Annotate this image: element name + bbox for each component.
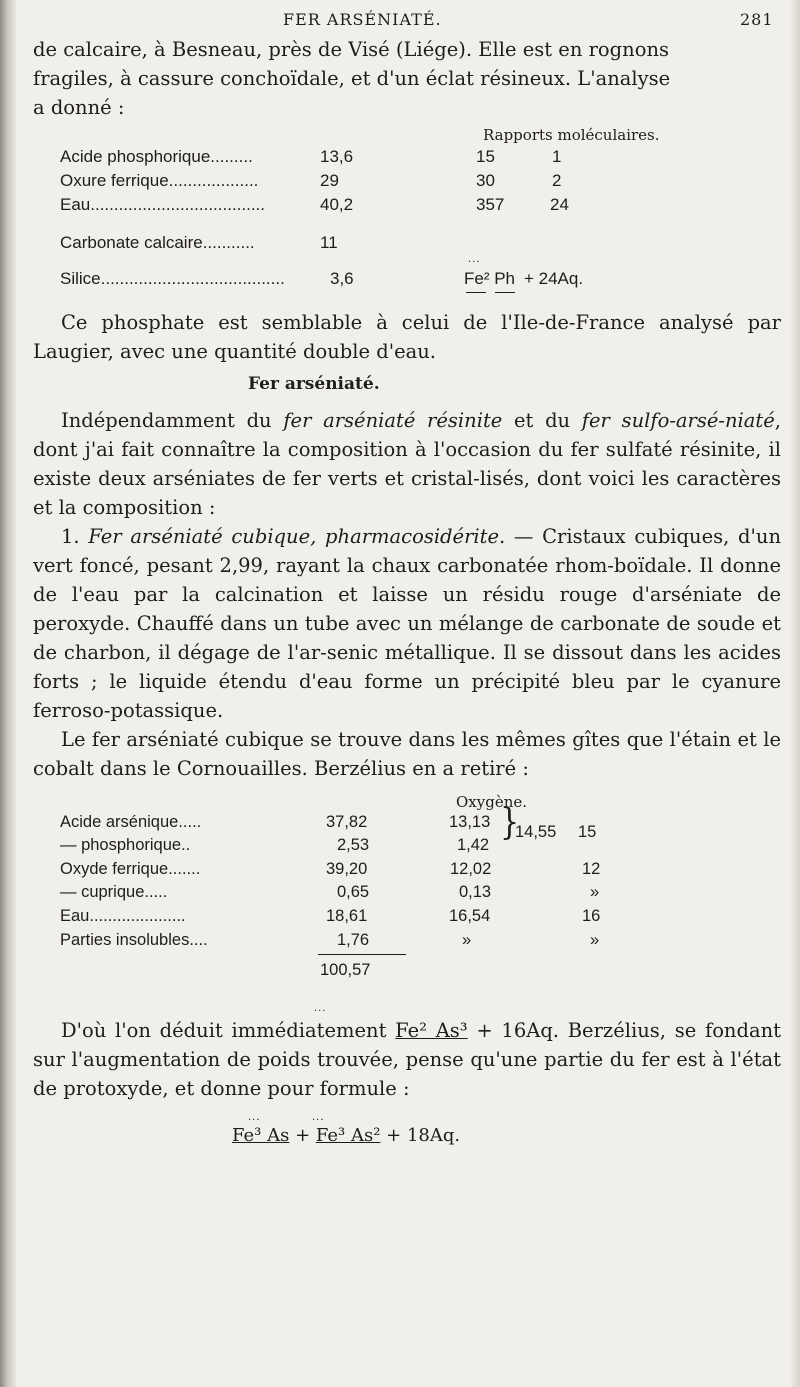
text-run: , dont j'ai fait connaître la composition à l'occasion du fer sulfaté résinite, il existe deux arséniates de fer verts et cristal-lisés, dont voici les caractères et la composition : [33,409,781,519]
table2-total: 100,57 [320,961,371,979]
mineral-title: Fer arséniaté cubique, pharmacosidérite. [88,525,506,548]
table1-row-value: 3,6 [330,269,354,288]
right-brace: } [500,801,520,844]
page-edge [790,0,800,1387]
text-run: D'où l'on déduit immédiatement [61,1019,396,1042]
table2-row-label: Parties insolubles.... [60,931,208,949]
table1-row-value: 29 [320,171,339,190]
paragraph-cornouailles: Le fer arséniaté cubique se trouve dans les mêmes gîtes que l'étain et le cobalt dans le Cornouailles. Berzélius en a retiré : [33,728,781,780]
item-number: 1. [61,525,89,548]
paragraph-berzelius-formula [33,1016,781,1103]
table2-heading: Oxygène. [456,793,528,811]
table2-row-oxygen: 16,54 [449,907,491,925]
table1-row-ratio-1: 15 [476,147,495,166]
table1-heading: Rapports moléculaires. [483,126,660,144]
page-spine-shadow [0,0,16,1387]
intro-line-3: a donné : [33,96,125,119]
page-number: 281 [740,10,774,29]
formula-underline [466,292,486,293]
arsenic-dots-mark: ··· [248,1115,261,1126]
table1-row-ratio-1: 30 [476,171,495,190]
paragraph-laugier: Ce phosphate est semblable à celui de l'Ile-de-France analysé par Laugier, avec une quantité double d'eau. [33,311,781,363]
table2-row-oxygen: 0,13 [459,883,492,901]
table2-row-value: 18,61 [326,907,368,925]
text-run: + 16Aq. Berzélius, se fondant sur l'augmentation de poids trouvée, pense qu'une partie du fer est à l'état de protoxyde, et donne pour formule : [33,1019,781,1100]
paragraph-pharmacosiderite [33,522,781,725]
table2-row-label: Acide arsénique..... [60,813,202,831]
total-rule [318,954,406,955]
table2-row-label: Oxyde ferrique....... [60,860,201,878]
table2-row-ratio: » [590,883,600,901]
table1-row-value: 11 [320,233,338,252]
text-run: — Cristaux cubiques, d'un vert foncé, pesant 2,99, rayant la chaux carbonatée rhom-boïdale. Il donne de l'eau par la calcination et laisse un résidu rouge d'arséniate de peroxyde. Chauffé dans un tube avec un mélange de carbonate de soude et de charbon, il dégage de l'ar-senic métallique. Il se dissout dans les acides forts ; le liquide étendu d'eau forme un précipité bleu par le cyanure ferroso-potassique. [33,525,782,722]
table2-row-value: 1,76 [337,931,370,949]
table2-row-oxygen: 13,13 [449,813,491,831]
inline-formula: Fe² As³ [395,1019,468,1042]
table1-row-label: Silice....................................... [60,269,285,288]
table1-row-value: 40,2 [320,195,354,214]
table2-row-value: 39,20 [326,860,368,878]
table1-formula-suffix: + 24Aq. [524,269,584,288]
final-formula [232,1125,460,1146]
intro-line-2: fragiles, à cassure conchoïdale, et d'un éclat résineux. L'analyse [33,67,671,90]
formula-operator: + [289,1125,316,1146]
intro-line-1: de calcaire, à Besneau, près de Visé (Liége). Elle est en rognons [33,38,670,61]
table1-row-ratio-2: 24 [550,195,569,214]
table1-row-ratio-2: 1 [552,147,562,166]
table1-row-label: Acide phosphorique......... [60,147,253,166]
table1-row-label: Eau..................................... [60,195,266,214]
table2-row-ratio: 12 [582,860,601,878]
mineral-name: fer arséniaté résinite [283,409,503,432]
table2-row-label: — cuprique..... [60,883,168,901]
table2-row-value: 37,82 [326,813,368,831]
formula-term: Fe³ As² [315,1125,381,1146]
table2-row-oxygen: 12,02 [450,860,492,878]
table1-row-label: Oxure ferrique................... [60,171,259,190]
arsenic-dots-mark: ··· [312,1115,325,1126]
table2-row-ratio: » [590,931,600,949]
formula-term: + 18Aq. [380,1125,461,1146]
table2-row-label: Eau..................... [60,907,186,925]
running-header-title: FER ARSÉNIATÉ. [283,10,442,29]
text-run: Indépendamment du [61,409,284,432]
formula-underline [495,292,515,293]
table2-row-oxygen: » [462,931,472,949]
formula-term: Fe³ As [232,1125,290,1146]
text-run: et du [502,409,582,432]
table1-row-ratio-2: 2 [552,171,562,190]
table1-row-label: Carbonate calcaire........... [60,233,255,252]
table2-row-value: 0,65 [337,883,370,901]
table2-row-oxygen: 1,42 [457,836,490,854]
arsenic-dots-mark: ··· [314,1006,327,1017]
mineral-name: fer sulfo-arsé-niaté [581,409,775,432]
table2-bracket-ratio: 15 [578,823,597,841]
table2-row-ratio: 16 [582,907,601,925]
table2-row-label: — phosphorique.. [60,836,191,854]
arsenic-dots-mark: ··· [468,257,481,268]
table1-row-value: 13,6 [320,147,354,166]
table2-bracket-sum: 14,55 [515,823,557,841]
section-title: Fer arséniaté. [248,374,380,394]
paragraph-arseniates [33,406,781,522]
table1-formula: Fe² Ph [464,269,516,288]
table1-row-ratio-1: 357 [476,195,505,214]
table2-row-value: 2,53 [337,836,370,854]
